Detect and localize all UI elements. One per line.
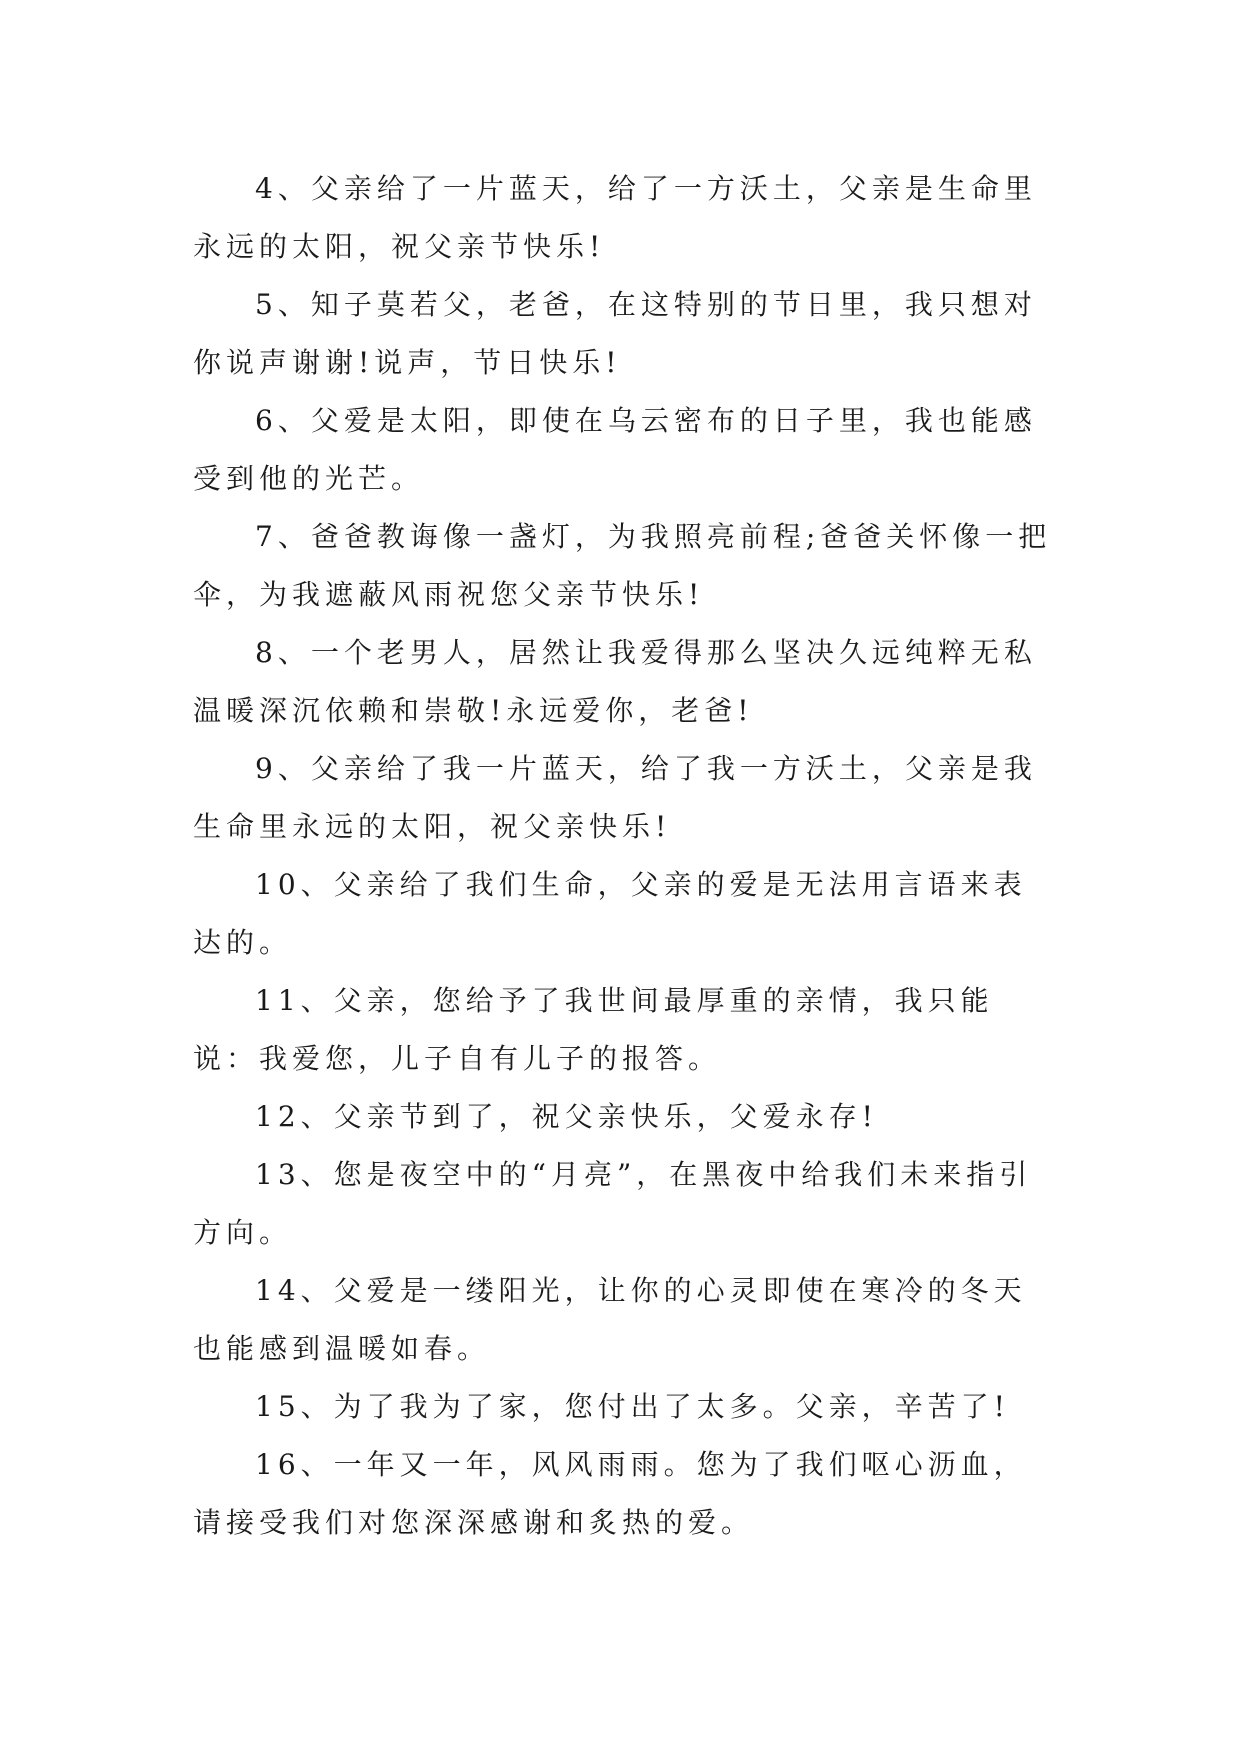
paragraph-6: 6、父爱是太阳，即使在乌云密布的日子里，我也能感受到他的光芒。 xyxy=(193,404,1037,495)
paragraph-14: 14、父爱是一缕阳光，让你的心灵即使在寒冷的冬天也能感到温暖如春。 xyxy=(193,1274,1027,1365)
paragraph-16: 16、一年又一年，风风雨雨。您为了我们呕心沥血，请接受我们对您深深感谢和炙热的爱。 xyxy=(193,1448,1027,1539)
paragraph-12: 12、父亲节到了，祝父亲快乐，父爱永存! xyxy=(255,1100,878,1133)
paragraph-10: 10、父亲给了我们生命，父亲的爱是无法用言语来表达的。 xyxy=(193,868,1027,959)
paragraph-15: 15、为了我为了家，您付出了太多。父亲，辛苦了! xyxy=(255,1390,1010,1423)
paragraph-5: 5、知子莫若父，老爸，在这特别的节日里，我只想对你说声谢谢!说声，节日快乐! xyxy=(193,288,1037,379)
paragraph-11: 11、父亲，您给予了我世间最厚重的亲情，我只能说：我爱您，儿子自有儿子的报答。 xyxy=(193,984,994,1075)
document-body xyxy=(193,160,1053,1552)
paragraph-4: 4、父亲给了一片蓝天，给了一方沃土，父亲是生命里永远的太阳，祝父亲节快乐! xyxy=(193,172,1037,263)
paragraph-7: 7、爸爸教诲像一盏灯，为我照亮前程;爸爸关怀像一把伞，为我遮蔽风雨祝您父亲节快乐! xyxy=(193,520,1052,611)
paragraph-9: 9、父亲给了我一片蓝天，给了我一方沃土，父亲是我生命里永远的太阳，祝父亲快乐! xyxy=(193,752,1037,843)
paragraph-13: 13、您是夜空中的“月亮”，在黑夜中给我们未来指引方向。 xyxy=(193,1158,1033,1249)
paragraph-8: 8、一个老男人，居然让我爱得那么坚决久远纯粹无私温暖深沉依赖和崇敬!永远爱你，老爸! xyxy=(193,636,1037,727)
